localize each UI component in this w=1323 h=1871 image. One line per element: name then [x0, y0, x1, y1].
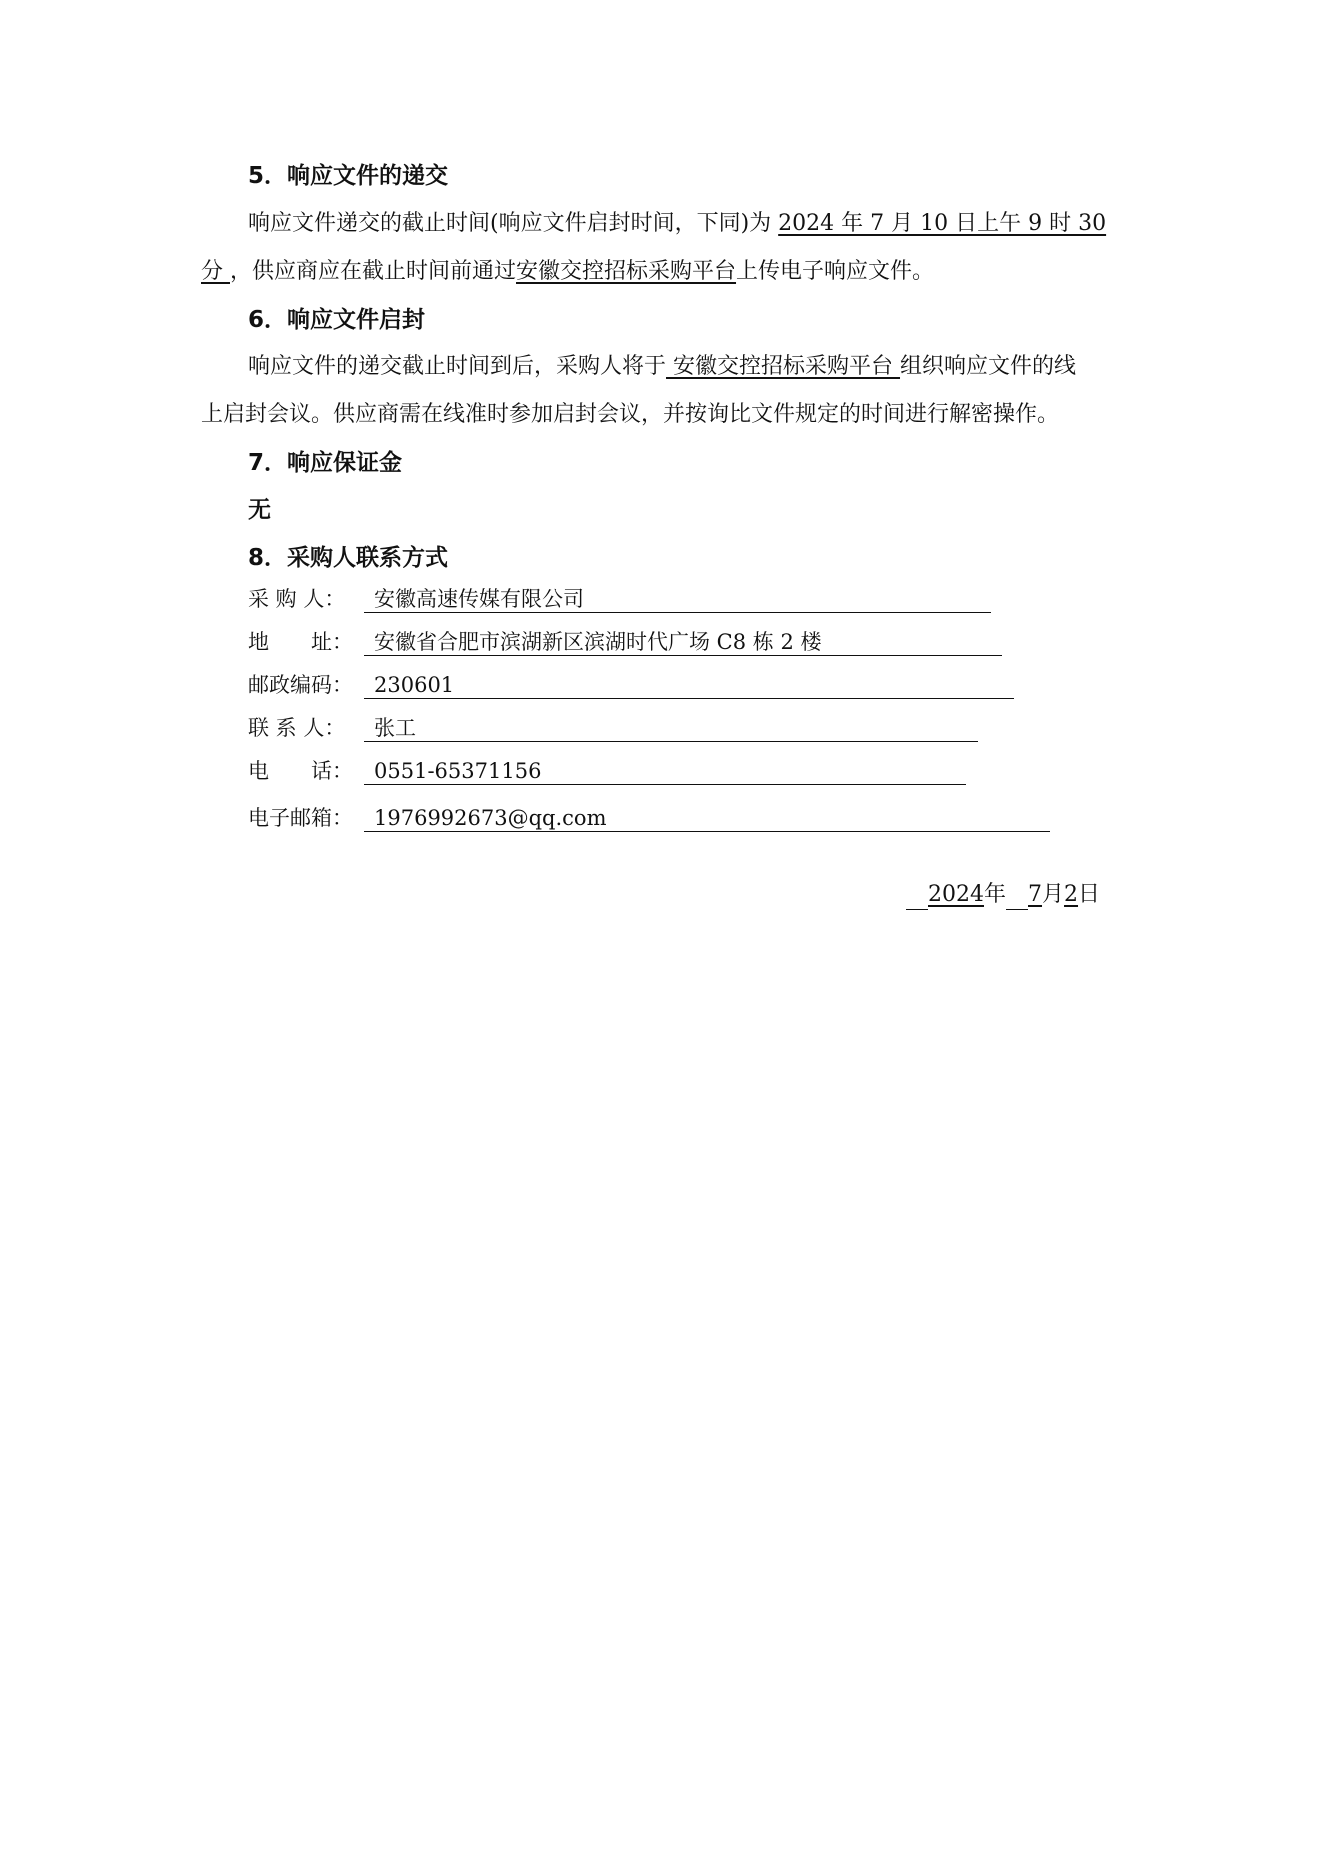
section-6-text: 响应文件的递交截止时间到后，采购人将于 — [248, 354, 667, 379]
contact-row-postcode — [248, 671, 1014, 699]
contact-value: 安徽省合肥市滨湖新区滨湖时代广场 C8 栋 2 楼 — [364, 628, 1002, 656]
section-6-text-2: 组织响应文件的线 — [900, 354, 1077, 379]
platform-name-2: 安徽交控招标采购平台 — [666, 354, 901, 379]
date-month-unit: 月 — [1042, 882, 1065, 907]
date-month: 7 — [1028, 882, 1043, 907]
contact-value: 安徽高速传媒有限公司 — [364, 585, 991, 613]
date-day-unit: 日 — [1078, 882, 1101, 907]
contact-row-person — [248, 714, 978, 742]
contact-value: 1976992673@qq.com — [364, 804, 1050, 832]
date-day: 2 — [1064, 882, 1079, 907]
blank-line — [1006, 883, 1028, 910]
contact-value: 0551-65371156 — [364, 757, 966, 785]
contact-label: 电 话： — [248, 759, 353, 783]
contact-value: 张工 — [364, 714, 978, 742]
section-6-heading: 6．响应文件启封 — [248, 307, 426, 333]
section-5-text: 响应文件递交的截止时间(响应文件启封时间，下同)为 — [248, 211, 779, 236]
contact-row-purchaser — [248, 585, 991, 613]
date-year-unit: 年 — [984, 882, 1007, 907]
contact-row-phone — [248, 757, 966, 785]
section-8-heading: 8．采购人联系方式 — [248, 545, 449, 571]
contact-label: 邮政编码： — [248, 673, 353, 697]
document-date — [906, 880, 1100, 910]
section-5-heading: 5．响应文件的递交 — [248, 163, 449, 189]
section-5-line-1 — [248, 209, 1106, 239]
contact-label: 联 系 人： — [248, 716, 346, 740]
section-5-text-2: ，供应商应在截止时间前通过 — [230, 259, 517, 284]
contact-label: 地 址： — [248, 630, 353, 654]
section-6-line-1 — [248, 352, 1076, 382]
contact-row-address — [248, 628, 1002, 656]
contact-row-email — [248, 804, 1050, 832]
section-5-line-2 — [201, 257, 934, 287]
contact-value: 230601 — [364, 671, 1014, 699]
section-5-text-3: 上传电子响应文件。 — [736, 259, 935, 284]
section-7-body: 无 — [248, 497, 271, 523]
deadline-minute-unit: 分 — [201, 259, 230, 284]
blank-line — [906, 883, 928, 910]
contact-label: 采 购 人： — [248, 587, 346, 611]
deadline-datetime: 2024 年 7 月 10 日上午 9 时 30 — [778, 211, 1107, 236]
date-year: 2024 — [928, 882, 984, 907]
section-7-heading: 7．响应保证金 — [248, 450, 403, 476]
contact-label: 电子邮箱： — [248, 806, 353, 830]
platform-name: 安徽交控招标采购平台 — [516, 259, 737, 284]
section-6-line-2: 上启封会议。供应商需在线准时参加启封会议，并按询比文件规定的时间进行解密操作。 — [201, 402, 1060, 427]
